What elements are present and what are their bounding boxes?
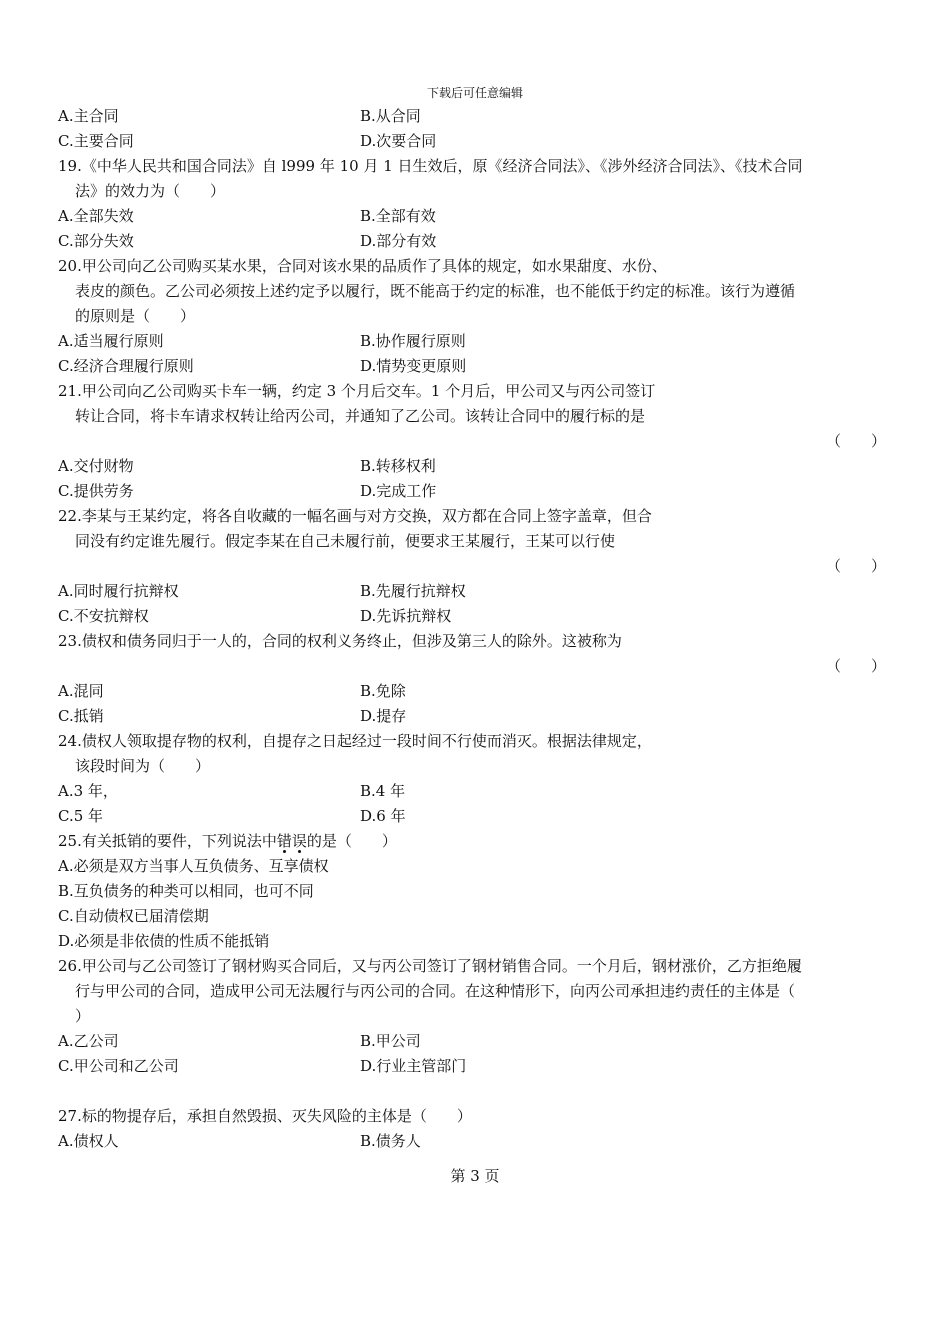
question-27-text: 27.标的物提存后，承担自然毁损、灭失风险的主体是（ ） <box>58 1107 472 1125</box>
option-a: A.适当履行原则 <box>58 332 164 350</box>
question-25-text <box>58 829 894 854</box>
option-d: D.情势变更原则 <box>360 357 467 375</box>
question-20-text-cont: 表皮的颜色。乙公司必须按上述约定予以履行，既不能高于约定的标准，也不能低于约定的标准。该行为遵循 <box>75 282 796 300</box>
question-25-text-post: 的是（ ） <box>306 832 397 850</box>
option-row <box>58 679 894 704</box>
option-row <box>58 704 894 729</box>
question-20-text: 20.甲公司向乙公司购买某水果，合同对该水果的品质作了具体的规定，如水果甜度、水份、 <box>58 257 667 275</box>
option-d: D.行业主管部门 <box>360 1057 467 1075</box>
question-19-text: 19.《中华人民共和国合同法》自 l999 年 10 月 1 日生效后，原《经济合同法》、《涉外经济合同法》、《技术合同 <box>58 157 803 175</box>
option-d: D.部分有效 <box>360 232 437 250</box>
option-row <box>58 354 894 379</box>
page-content <box>58 104 894 1154</box>
blank-line <box>58 1079 894 1104</box>
option-row <box>58 454 894 479</box>
option-row <box>58 1129 894 1154</box>
option-a: A.同时履行抗辩权 <box>58 582 179 600</box>
page-header: 下载后可任意编辑 <box>426 86 523 100</box>
option-d: D.必须是非依债的性质不能抵销 <box>58 932 270 950</box>
page-number: 第 3 页 <box>450 1167 500 1185</box>
option-row <box>58 329 894 354</box>
answer-paren: （ ） <box>825 657 886 675</box>
option-a: A.全部失效 <box>58 207 134 225</box>
option-c: C.自动债权已届清偿期 <box>58 907 209 925</box>
option-row <box>58 604 894 629</box>
question-24-text-cont: 该段时间为（ ） <box>75 757 211 775</box>
option-b: B.甲公司 <box>360 1032 421 1050</box>
option-a: A.主合同 <box>58 107 119 125</box>
option-b: B.从合同 <box>360 107 421 125</box>
option-d: D.先诉抗辩权 <box>360 607 452 625</box>
option-row <box>58 804 894 829</box>
option-a: A.乙公司 <box>58 1032 119 1050</box>
question-26-text-cont: 行与甲公司的合同，造成甲公司无法履行与丙公司的合同。在这种情形下，向丙公司承担违约责任的主体是（ <box>75 982 796 1000</box>
option-b: B.转移权利 <box>360 457 436 475</box>
option-c: C.抵销 <box>58 707 104 725</box>
option-row <box>58 104 894 129</box>
answer-paren: （ ） <box>825 557 886 575</box>
emphasis-char: 错 <box>276 832 292 850</box>
option-b: B.免除 <box>360 682 406 700</box>
option-d: D.6 年 <box>360 807 406 825</box>
option-c: C.提供劳务 <box>58 482 134 500</box>
option-row <box>58 479 894 504</box>
option-a: A.3 年， <box>58 782 118 800</box>
option-a: A.债权人 <box>58 1132 119 1150</box>
option-b: B.互负债务的种类可以相同，也可不同 <box>58 882 314 900</box>
option-b: B.4 年 <box>360 782 406 800</box>
option-row <box>58 129 894 154</box>
option-row <box>58 229 894 254</box>
question-21-text-cont: 转让合同，将卡车请求权转让给丙公司，并通知了乙公司。该转让合同中的履行标的是 <box>75 407 646 425</box>
option-row <box>58 1054 894 1079</box>
option-row <box>58 1029 894 1054</box>
option-a: A.交付财物 <box>58 457 134 475</box>
option-a: A.必须是双方当事人互负债务、互享债权 <box>58 857 329 875</box>
option-c: C.不安抗辩权 <box>58 607 149 625</box>
option-c: C.经济合理履行原则 <box>58 357 194 375</box>
option-c: C.主要合同 <box>58 132 134 150</box>
question-26-text: 26.甲公司与乙公司签订了钢材购买合同后，又与丙公司签订了钢材销售合同。一个月后，钢材涨价，乙方拒绝履 <box>58 957 802 975</box>
option-d: D.完成工作 <box>360 482 437 500</box>
option-b: B.协作履行原则 <box>360 332 466 350</box>
question-23-text: 23.债权和债务同归于一人的，合同的权利义务终止，但涉及第三人的除外。这被称为 <box>58 632 622 650</box>
emphasis-char: 误 <box>291 832 307 850</box>
question-19-text-cont: 法》的效力为（ ） <box>75 182 226 200</box>
option-b: B.先履行抗辩权 <box>360 582 466 600</box>
question-22-text: 22.李某与王某约定，将各自收藏的一幅名画与对方交换，双方都在合同上签字盖章，但合 <box>58 507 652 525</box>
option-a: A.混同 <box>58 682 104 700</box>
option-c: C.部分失效 <box>58 232 134 250</box>
option-b: B.债务人 <box>360 1132 421 1150</box>
question-26-text-cont: ） <box>75 1007 91 1025</box>
option-row <box>58 204 894 229</box>
question-24-text: 24.债权人领取提存物的权利，自提存之日起经过一段时间不行使而消灭。根据法律规定， <box>58 732 652 750</box>
question-25-text-pre: 25.有关抵销的要件，下列说法中 <box>58 832 277 850</box>
option-d: D.提存 <box>360 707 407 725</box>
option-c: C.5 年 <box>58 807 104 825</box>
answer-paren: （ ） <box>825 432 886 450</box>
option-row <box>58 579 894 604</box>
question-22-text-cont: 同没有约定谁先履行。假定李某在自己未履行前，便要求王某履行，王某可以行使 <box>75 532 616 550</box>
option-row <box>58 779 894 804</box>
option-d: D.次要合同 <box>360 132 437 150</box>
question-20-text-cont: 的原则是（ ） <box>75 307 196 325</box>
question-21-text: 21.甲公司向乙公司购买卡车一辆，约定 3 个月后交车。1 个月后，甲公司又与丙公司签订 <box>58 382 656 400</box>
option-c: C.甲公司和乙公司 <box>58 1057 179 1075</box>
option-b: B.全部有效 <box>360 207 436 225</box>
